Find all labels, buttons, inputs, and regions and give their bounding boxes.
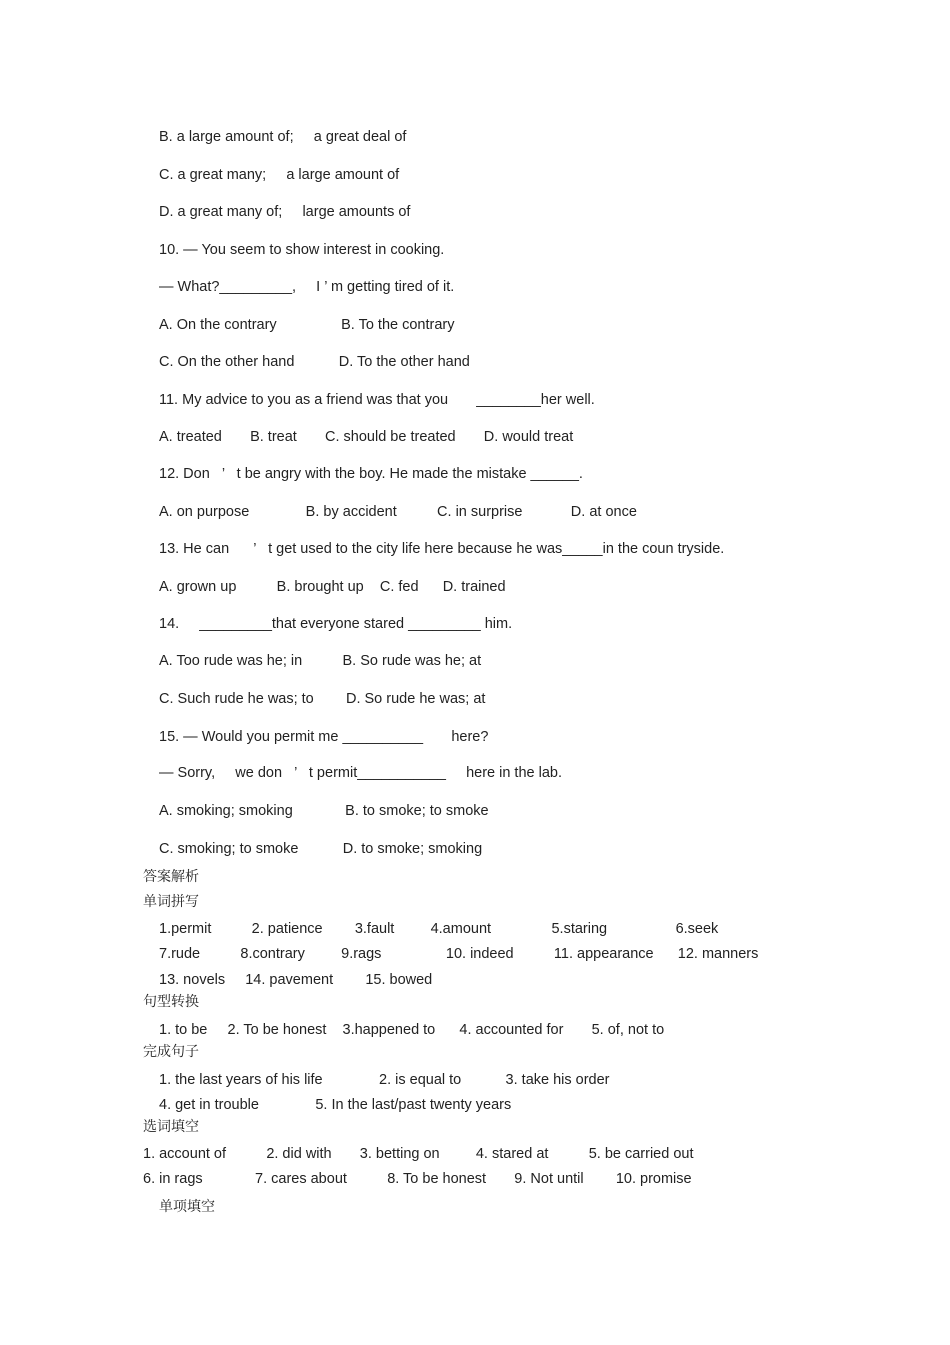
sentence-transform-answers: 1. to be 2. To be honest 3.happened to 4. accounted for 5. of, not to <box>159 1022 665 1038</box>
q10-response: — What?_________, I ’ m getting tired of it. <box>159 279 455 295</box>
q15-question: 15. — Would you permit me __________ here? <box>159 729 489 745</box>
q9-option-b: B. a large amount of; a great deal of <box>159 129 407 145</box>
spelling-heading: 单词拼写 <box>143 894 199 910</box>
q10-question: 10. — You seem to show interest in cooking. <box>159 242 445 258</box>
q11-question: 11. My advice to you as a friend was that you ________her well. <box>159 392 595 408</box>
spelling-answers-3: 13. novels 14. pavement 15. bowed <box>159 972 433 988</box>
complete-sentences-answers-1: 1. the last years of his life 2. is equal to 3. take his order <box>159 1072 610 1088</box>
q13-options: A. grown up B. brought up C. fed D. trained <box>159 579 506 595</box>
sentence-transform-heading: 句型转换 <box>143 994 199 1010</box>
complete-sentences-answers-2: 4. get in trouble 5. In the last/past twenty years <box>159 1097 512 1113</box>
q15-options-ab: A. smoking; smoking B. to smoke; to smoke <box>159 803 489 819</box>
spelling-answers-1: 1.permit 2. patience 3.fault 4.amount 5.staring 6.seek <box>159 921 719 937</box>
q15-options-cd: C. smoking; to smoke D. to smoke; smoking <box>159 841 483 857</box>
q12-question: 12. Don ’ t be angry with the boy. He made the mistake ______. <box>159 466 583 482</box>
word-choice-heading: 选词填空 <box>143 1119 199 1135</box>
spelling-answers-2: 7.rude 8.contrary 9.rags 10. indeed 11. appearance 12. manners <box>159 946 759 962</box>
word-choice-answers-2: 6. in rags 7. cares about 8. To be honest 9. Not until 10. promise <box>143 1171 692 1187</box>
q12-options: A. on purpose B. by accident C. in surprise D. at once <box>159 504 637 520</box>
q10-options-cd: C. On the other hand D. To the other hand <box>159 354 470 370</box>
q13-question: 13. He can ’ t get used to the city life here because he was_____in the coun tryside. <box>159 541 725 557</box>
multiple-choice-heading: 单项填空 <box>159 1199 215 1215</box>
word-choice-answers-1: 1. account of 2. did with 3. betting on 4. stared at 5. be carried out <box>143 1146 694 1162</box>
q14-options-ab: A. Too rude was he; in B. So rude was he; at <box>159 653 482 669</box>
q14-options-cd: C. Such rude he was; to D. So rude he was; at <box>159 691 486 707</box>
complete-sentences-heading: 完成句子 <box>143 1044 199 1060</box>
q10-options-ab: A. On the contrary B. To the contrary <box>159 317 455 333</box>
q9-option-d: D. a great many of; large amounts of <box>159 204 411 220</box>
q15-response: — Sorry, we don ’ t permit___________ here in the lab. <box>159 765 562 781</box>
q14-question: 14. _________that everyone stared _________ him. <box>159 616 513 632</box>
q11-options: A. treated B. treat C. should be treated D. would treat <box>159 429 574 445</box>
q9-option-c: C. a great many; a large amount of <box>159 167 400 183</box>
answer-analysis-heading: 答案解析 <box>143 869 199 885</box>
